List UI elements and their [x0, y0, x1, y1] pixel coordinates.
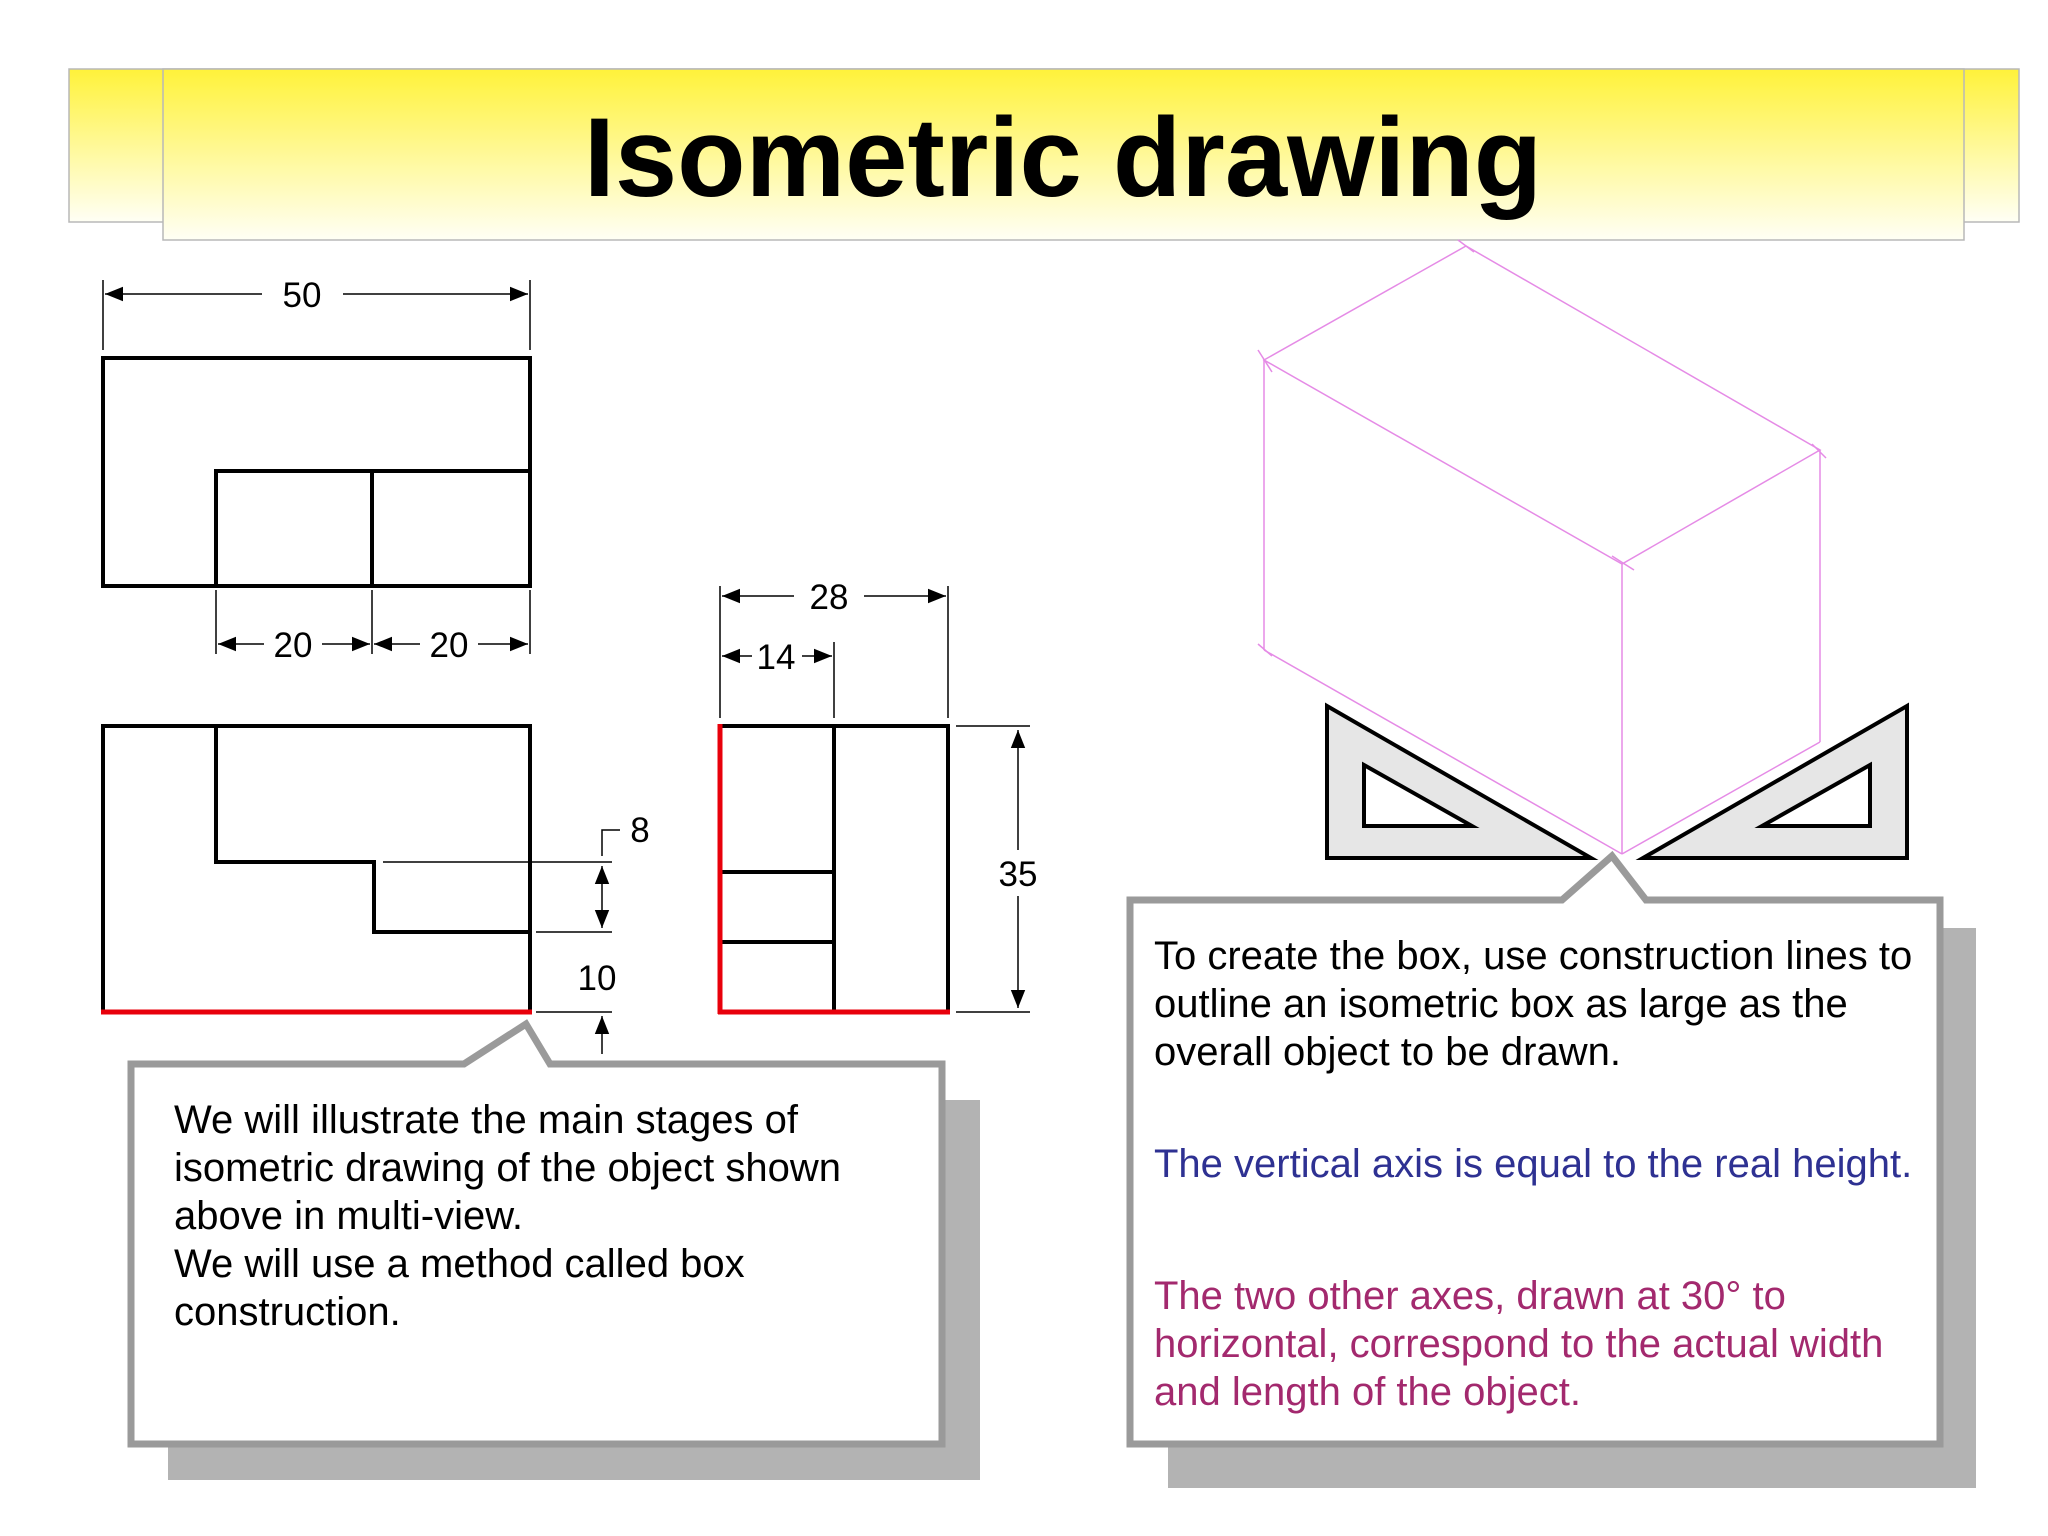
dimension-label-front-upper: 8 — [630, 811, 650, 850]
dimension-side-step — [722, 638, 834, 718]
page-title: Isometric drawing — [583, 95, 1543, 220]
dimension-label-side-step: 14 — [756, 638, 796, 677]
dimension-label-side-height: 35 — [998, 855, 1038, 894]
dimension-front-heights — [383, 830, 620, 1054]
left-callout-line: isometric drawing of the object shown — [174, 1146, 841, 1190]
side-view — [718, 724, 950, 1014]
right-callout-paragraph-vertical-axis: The vertical axis is equal to the real height. — [1154, 1142, 1913, 1186]
left-callout-line: construction. — [174, 1290, 401, 1334]
front-view — [101, 726, 532, 1012]
left-callout-line: above in multi-view. — [174, 1194, 524, 1238]
right-callout-paragraph-other-axes: The two other axes, drawn at 30° to horizontal, correspond to the actual width and length of the object. — [1154, 1274, 1884, 1414]
left-callout-text — [174, 1096, 954, 1336]
title-banner — [69, 69, 2019, 240]
dimension-label-top-right-step: 20 — [429, 626, 469, 665]
dimension-label-top-left-step: 20 — [273, 626, 313, 665]
dimension-top-steps — [216, 590, 530, 665]
dimension-label-top-width: 50 — [282, 276, 322, 315]
right-callout-paragraph-box: To create the box, use construction lines to outline an isometric box as large as the overall object to be drawn. — [1154, 934, 1913, 1074]
dimension-top-width — [103, 276, 530, 350]
top-view — [103, 358, 530, 586]
set-square-right-icon — [1643, 706, 1907, 858]
dimension-label-front-lower: 10 — [577, 959, 617, 998]
set-square-left-icon — [1327, 706, 1591, 858]
dimension-side-height — [956, 726, 1037, 1012]
dimension-label-side-width: 28 — [809, 578, 849, 617]
left-callout-line: We will use a method called box — [174, 1242, 745, 1286]
left-callout-line: We will illustrate the main stages of — [174, 1098, 798, 1142]
